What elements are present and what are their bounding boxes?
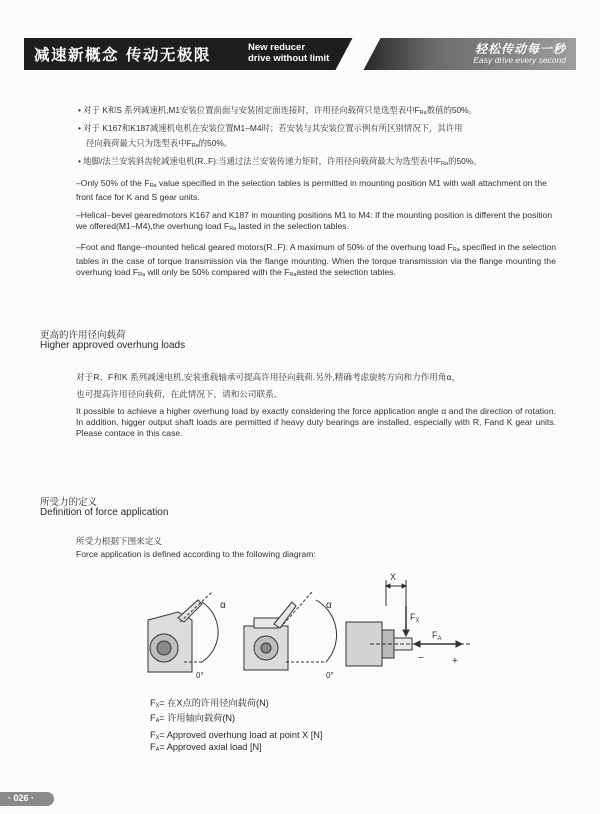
header-title-en-line2: drive without limit [248,53,330,64]
text: 的50%。 [448,156,482,166]
subscript: Ra [441,161,449,167]
text: asted the selection tables. [296,267,396,277]
subscript: Ra [419,110,427,116]
x-distance-label: X [390,572,397,582]
header-title-cn: 减速新概念 传动无极限 [34,46,211,64]
header-banner [24,38,576,70]
legend-fx-cn [150,695,269,709]
legend-fx-en [150,730,323,741]
text: F [150,742,156,752]
text: • 对于 K和S 系列减速机,M1安装位置前面与安装固定面连接时，许用径向载荷只是选型表中F [78,105,420,115]
subscript: Ra [289,272,297,278]
subscript: X [155,703,160,709]
zero-deg-label-1: 0° [196,671,204,680]
cn-bullet-2-cont [78,136,558,154]
section-higher-title-cn: 更高的许用径向载荷 [40,330,126,341]
text: –Foot and flange–mounted helical geared motors(R..F): A maximum of 50% of the overhung load F [76,242,453,252]
legend-fa-en [150,742,262,753]
text: = Approved overhung load at point X [N] [159,730,323,740]
section-higher-body-en: It possible to achieve a higher overhung load by exactly considering the force application angle α and the direction of rotation. In addition, higger output shaft loads are permitted if heavy duty bearings are installed, especially with R, Fand K gear units. Please contace in this case. [76,406,556,438]
text: • 地脚/法兰安装斜齿轮减速电机(R..F):当通过法兰安装传递力矩时，许用径向载荷最大为选型表中F [78,156,442,166]
alpha-label-1: α [220,600,226,611]
header-slogan-en: Easy drive every second [473,55,566,65]
text: 的50%。 [198,138,233,148]
section-force-title-cn: 所受力的定义 [40,497,98,508]
en-paragraph-2 [76,210,556,235]
fa-label [432,630,442,642]
header-title-en [248,42,329,64]
text: = Approved axial load [N] [159,742,262,752]
cn-bullet-1 [78,103,558,121]
zero-deg-label-2: 0° [326,671,334,680]
cn-bullet-3 [78,154,558,172]
text: = 在X点的许用径向载荷(N) [159,698,269,708]
text: lasted in the selection tables. [236,221,349,231]
text: F [150,713,156,723]
cn-bullet-2: • 对于 K167和K187减速机电机在安装位置M1–M4时；若安装与其安装位置示例有所区别情况下，其许用 [78,123,463,133]
en-paragraph-1 [76,178,556,203]
text-line: 也可提高许用径向载荷，在此情况下，请和公司联系。 [76,389,283,399]
subscript: X [155,735,160,741]
text-line: 对于R、F和K 系列减速电机,安装重载轴承可提高许用径向载荷.另外,精确考虑旋转方向和力作用角α， [76,372,461,382]
section-higher-title-en: Higher approved overhung loads [40,340,186,351]
output-shaft-unit [346,580,470,666]
en-paragraph-3 [76,242,556,281]
text: 数值的50%。 [426,105,477,115]
text: value specified in the selection tables is permitted in mounting position M1 with wall attachment on the front face for K and S gear units. [76,178,547,202]
text: F [150,730,156,740]
subscript: Ra [191,143,199,149]
text: –Only 50% of the F [76,178,150,188]
text: will only be 50% compared with the F [145,267,290,277]
fx-subscript: X [415,618,420,624]
subscript: Ra [452,247,460,253]
fx-letter: F [410,612,416,622]
fa-subscript: A [437,636,442,642]
page-number: · 026 · [8,793,35,803]
subscript: Ra [149,183,157,189]
gear-unit-1 [148,592,218,672]
minus-sign: – [418,652,424,663]
subscript: Ra [138,272,146,278]
plus-sign: + [452,656,458,667]
section-higher-body-cn [76,369,460,403]
alpha-label-2: α [326,600,332,611]
header-slogan-cn: 轻松传动每一秒 [474,42,566,56]
force-diagram [140,572,480,682]
subscript: A [155,747,160,753]
text-line: 所受力根据下图来定义 [76,536,162,546]
text: = 许用轴向载荷(N) [159,713,236,723]
legend-fa-cn [150,710,235,724]
fa-letter: F [432,630,438,640]
text: F [150,698,156,708]
text: specified in the selection tables in the case of torque transmission via the flange mounting. When the torque transmission via the flange mounting the overhung load F [76,242,556,277]
text: –Helical–bevel gearedmotors K167 and K187 in mounting positions M1 to M4: If the mounting position is different the position we offered(M1–M4),the overhung load F [76,210,553,231]
fx-label [410,612,420,624]
cn-bullet-list [78,103,558,172]
section-force-sub [76,535,316,561]
gear-unit-2 [244,592,337,670]
subscript: A [155,718,160,724]
text-line: Force application is defined according to the following diagram: [76,549,316,559]
text: 径向载荷最大只为选型表中F [86,138,192,148]
header-title-en-line1: New reducer [248,42,306,53]
page-number-tab [0,792,54,806]
section-force-title-en: Definition of force application [40,507,169,518]
subscript: Ra [229,226,237,232]
